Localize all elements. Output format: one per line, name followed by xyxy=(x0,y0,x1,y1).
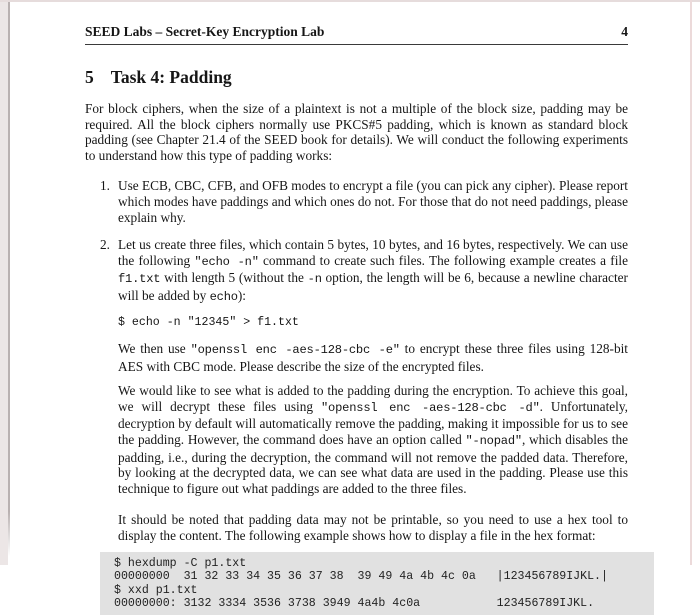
code-line-hexdump-out: 00000000 31 32 33 34 35 36 37 38 39 49 4a 4b 4c 0a |123456789IJKL.| xyxy=(114,570,608,584)
list-item-2-number: 2. xyxy=(100,237,110,253)
page-left-edge xyxy=(0,0,8,565)
page-number: 4 xyxy=(621,24,628,39)
paragraph-encrypt: We then use "openssl enc -aes-128-cbc -e" to encrypt these three files using 128-bit AES with CBC mode. Please describe the size of the encrypted files. xyxy=(118,341,628,374)
paragraph-intro: For block ciphers, when the size of a plaintext is not a multiple of the block size, padding may be required. All the block ciphers normally use PKCS#5 padding, which is known as standard block padding (see Chapter 21.4 of the SEED book for details). We will conduct the following experiments to understand how this type of padding works: xyxy=(85,101,628,163)
document-page xyxy=(10,0,700,615)
list-item-1 xyxy=(100,178,628,225)
code-line-xxd-out: 00000000: 3132 3334 3536 3738 3949 4a4b 4c0a 123456789IJKL. xyxy=(114,597,595,611)
list-item-1-number: 1. xyxy=(100,178,110,194)
code-line-hexdump-cmd: $ hexdump -C p1.txt xyxy=(114,556,247,570)
section-number: 5 xyxy=(85,67,94,87)
list-item-1-body: Use ECB, CBC, CFB, and OFB modes to encrypt a file (you can pick any cipher). Please report which modes have paddings and which ones do not. For those that do not need paddings, please explain why. xyxy=(118,178,628,225)
paragraph-hextool: It should be noted that padding data may not be printable, so you need to use a hex tool to display the content. The following example shows how to display a file in the hex format: xyxy=(118,512,628,543)
paragraph-nopad: We would like to see what is added to the padding during the encryption. To achieve this goal, we will decrypt these files using "openssl enc -aes-128-cbc -d". Unfortunately, decryption by default will automatically remove the padding, making it impossible for us to see the padding. However, the command does have an option called "-nopad", which disables the padding, i.e., during the decryption, the command will not remove the padded data. Therefore, by looking at the decrypted data, we can see what data are used in the padding. Please use this technique to figure out what paddings are added to the three files. xyxy=(118,383,628,496)
echo-command-example: $ echo -n "12345" > f1.txt xyxy=(118,315,299,329)
list-item-2-body: Let us create three files, which contain 5 bytes, 10 bytes, and 16 bytes, respectively. We can use the following "echo -n" command to create such files. The following example creates a file f1.txt with length 5 (without the -n option, the length will be 6, because a newline character will be added by echo): xyxy=(118,237,628,304)
code-line-xxd-cmd: $ xxd p1.txt xyxy=(114,583,198,597)
section-title: Task 4: Padding xyxy=(110,67,232,87)
section-heading xyxy=(85,67,700,88)
page-header xyxy=(85,24,628,45)
list-item-2 xyxy=(100,237,628,305)
hexdump-code-block xyxy=(100,552,654,615)
header-title: SEED Labs – Secret-Key Encryption Lab xyxy=(85,24,325,39)
